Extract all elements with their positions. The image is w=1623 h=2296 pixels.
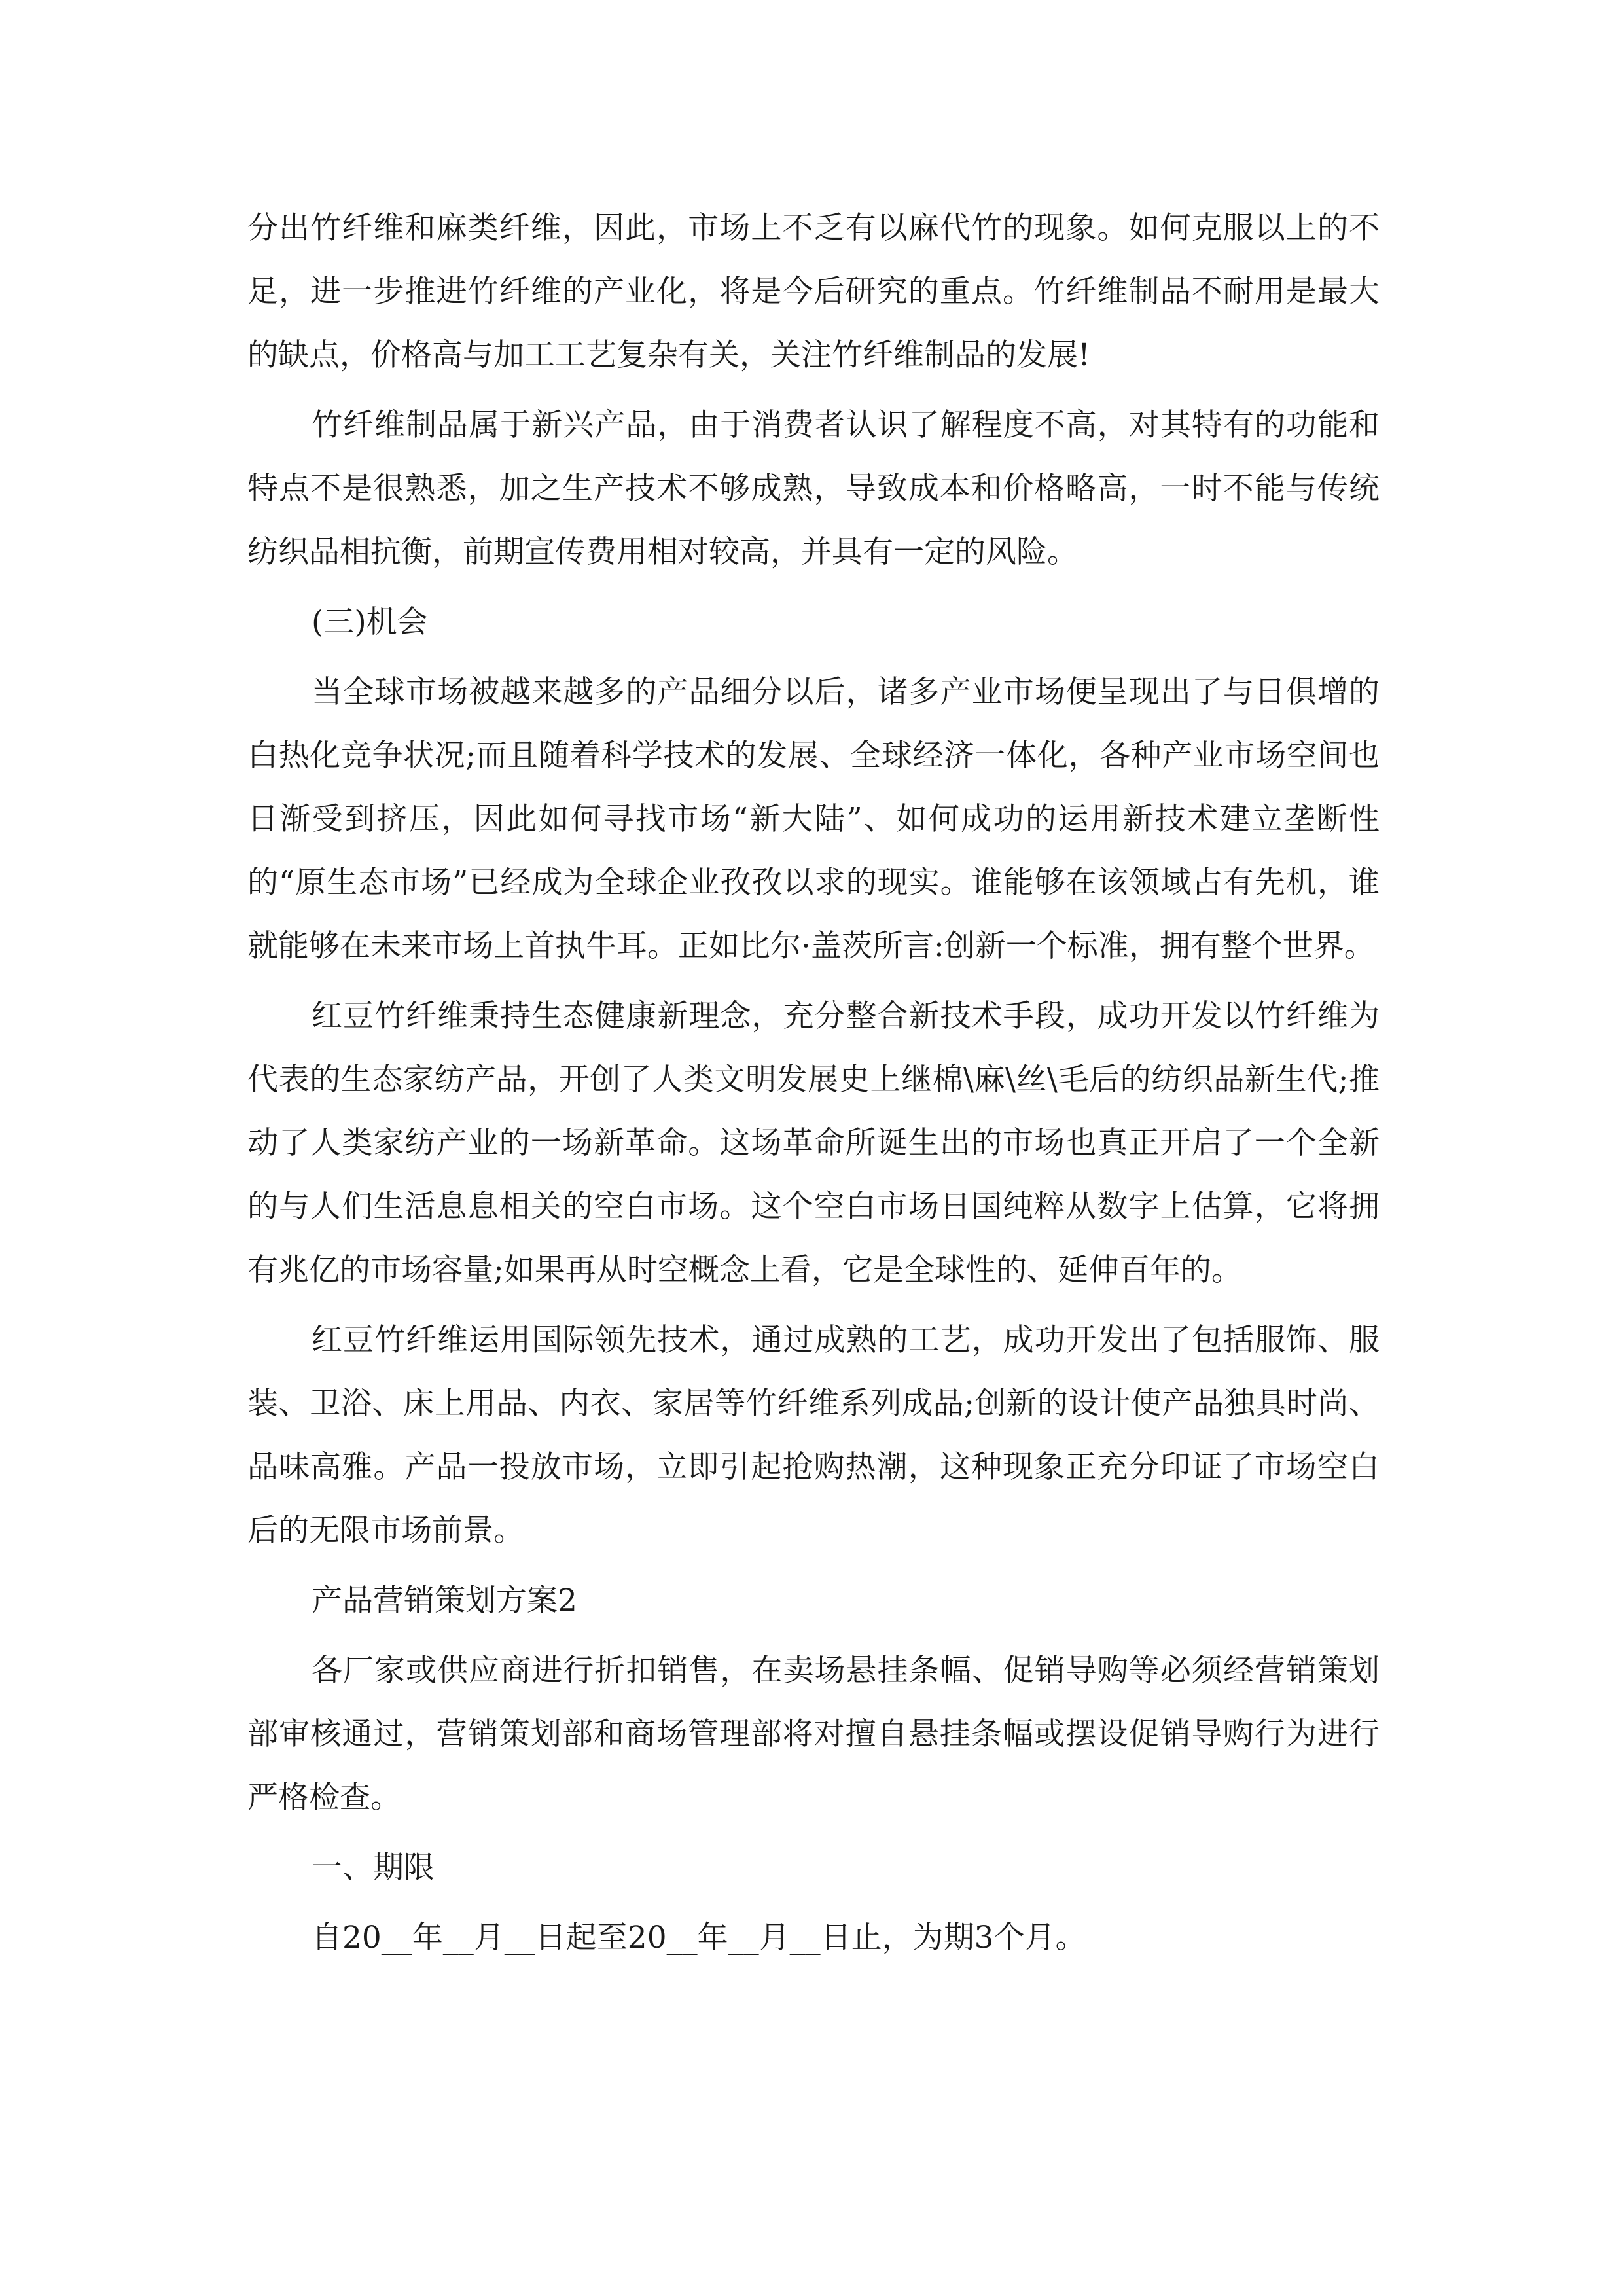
document-page bbox=[247, 196, 1380, 1969]
section-heading-period: 一、期限 bbox=[312, 1850, 435, 1886]
paragraph-discount-sales: 各厂家或供应商进行折扣销售，在卖场悬挂条幅、促销导购等必须经营销策划部审核通过，营销策划部和商场管理部将对擅自悬挂条幅或摆设促销导购行为进行严格检查。 bbox=[247, 1653, 1380, 1816]
paragraph-hongdou-concept: 红豆竹纤维秉持生态健康新理念，充分整合新技术手段，成功开发以竹纤维为代表的生态家纺产品，开创了人类文明发展史上继棉\麻\丝\毛后的纺织品新生代;推动了人类家纺产业的一场新革命。这场革命所诞生出的市场也真正开启了一个全新的与人们生活息息相关的空白市场。这个空白市场日国纯粹从数字上估算，它将拥有兆亿的市场容量;如果再从时空概念上看，它是全球性的、延伸百年的。 bbox=[247, 998, 1380, 1288]
paragraph-continued: 分出竹纤维和麻类纤维，因此，市场上不乏有以麻代竹的现象。如何克服以上的不足，进一步推进竹纤维的产业化，将是今后研究的重点。竹纤维制品不耐用是最大的缺点，价格高与加工工艺复杂有关，关注竹纤维制品的发展! bbox=[247, 210, 1380, 373]
paragraph-hongdou-technology: 红豆竹纤维运用国际领先技术，通过成熟的工艺，成功开发出了包括服饰、服装、卫浴、床上用品、内衣、家居等竹纤维系列成品;创新的设计使产品独具时尚、品味高雅。产品一投放市场，立即引起抢购热潮，这种现象正充分印证了市场空白后的无限市场前景。 bbox=[247, 1322, 1380, 1549]
paragraph-global-market: 当全球市场被越来越多的产品细分以后，诸多产业市场便呈现出了与日俱增的白热化竞争状况;而且随着科学技术的发展、全球经济一体化，各种产业市场空间也日渐受到挤压，因此如何寻找市场“新大陆”、如何成功的运用新技术建立垄断性的“原生态市场”已经成为全球企业孜孜以求的现实。谁能够在该领域占有先机，谁就能够在未来市场上首执牛耳。正如比尔·盖茨所言:创新一个标准，拥有整个世界。 bbox=[247, 674, 1380, 964]
section-heading-opportunity: (三)机会 bbox=[312, 604, 428, 640]
section-heading-plan-2: 产品营销策划方案2 bbox=[312, 1583, 577, 1619]
paragraph-date-range: 自20__年__月__日起至20__年__月__日止，为期3个月。 bbox=[312, 1920, 1086, 1956]
paragraph-product-weakness: 竹纤维制品属于新兴产品，由于消费者认识了解程度不高，对其特有的功能和特点不是很熟悉，加之生产技术不够成熟，导致成本和价格略高，一时不能与传统纺织品相抗衡，前期宣传费用相对较高，并具有一定的风险。 bbox=[247, 407, 1380, 570]
